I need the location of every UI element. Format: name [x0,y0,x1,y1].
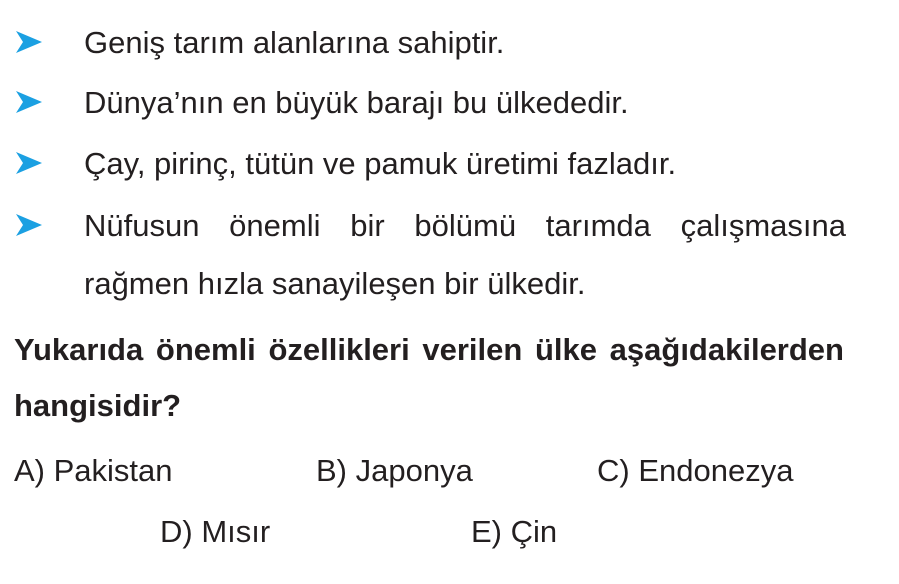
bullet-text: Dünya’nın en büyük barajı bu ülkededir. [84,85,629,120]
arrowhead-right-icon [16,152,42,174]
option-a[interactable]: A) Pakistan [14,453,173,488]
option-b[interactable]: B) Japonya [316,453,473,488]
arrowhead-right-icon [16,91,42,113]
option-e[interactable]: E) Çin [471,514,558,549]
bullet-text: Nüfusun önemli bir bölümü tarımda çalışmasına rağmen hızla sanayileşen bir ülkedir. [84,208,846,301]
question-text: Yukarıda önemli özellikleri verilen ülke aşağıdakilerden hangisidir? [14,332,844,423]
option-d[interactable]: D) Mısır [160,514,271,549]
arrowhead-right-icon [16,214,42,236]
bullet-text: Geniş tarım alanlarına sahiptir. [84,25,505,60]
option-c[interactable]: C) Endonezya [597,453,794,488]
arrowhead-right-icon [16,31,42,53]
bullet-text: Çay, pirinç, tütün ve pamuk üretimi fazladır. [84,146,677,181]
